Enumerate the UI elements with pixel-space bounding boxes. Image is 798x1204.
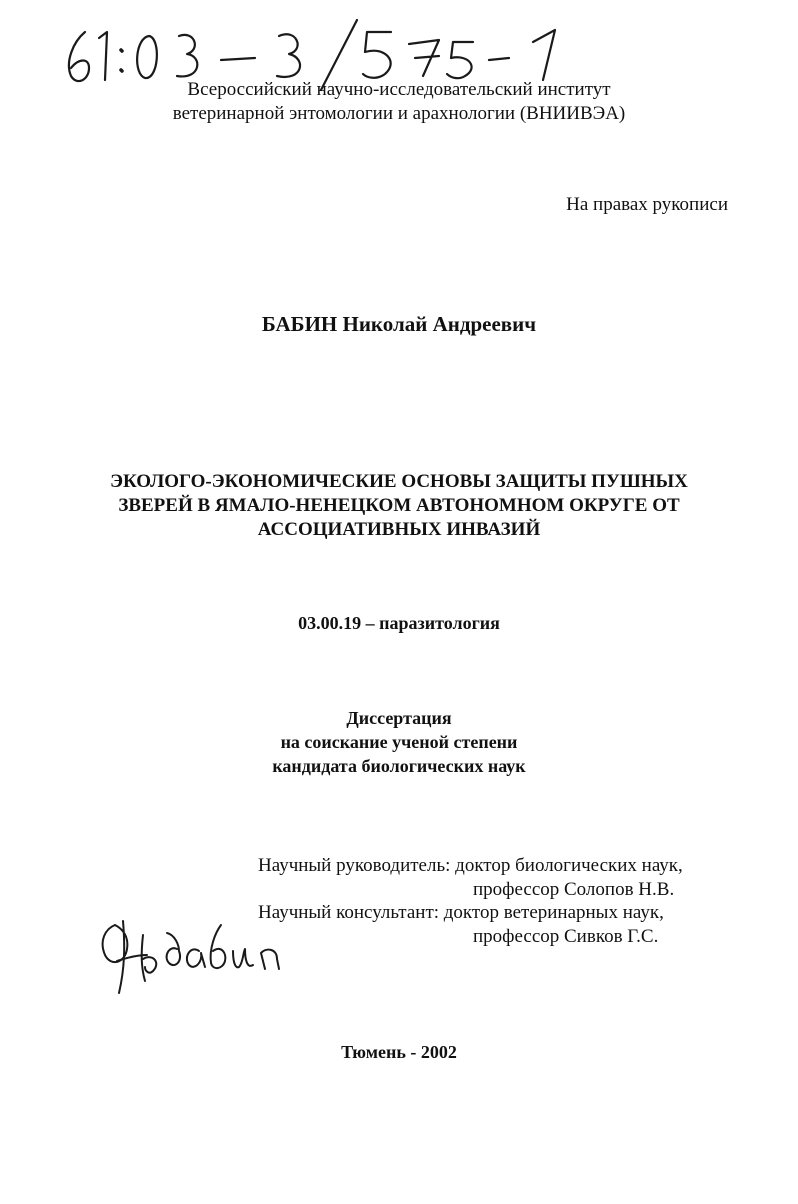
degree-block [0, 706, 798, 778]
handwritten-signature [95, 905, 295, 1000]
degree-line3: кандидата биологических наук [272, 756, 526, 776]
degree-line2: на соискание ученой степени [280, 732, 518, 752]
specialty: 03.00.19 – паразитология [298, 613, 500, 633]
thesis-title-line3: АССОЦИАТИВНЫХ ИНВАЗИЙ [257, 519, 541, 540]
supervisor-label: Научный руководитель: доктор биологических наук, [258, 855, 683, 876]
supervisor-name: профессор Солопов Н.В. [473, 879, 675, 900]
thesis-title [0, 470, 798, 542]
thesis-title-line1: ЭКОЛОГО-ЭКОНОМИЧЕСКИЕ ОСНОВЫ ЗАЩИТЫ ПУШНЫХ [110, 471, 688, 492]
rights-note: На правах рукописи [566, 194, 728, 215]
institute-name-line1: Всероссийский научно-исследовательский институт [187, 79, 611, 100]
city-year: Тюмень - 2002 [341, 1042, 457, 1062]
consultant-name: профессор Сивков Г.С. [473, 926, 659, 947]
thesis-title-line2: ЗВЕРЕЙ В ЯМАЛО-НЕНЕЦКОМ АВТОНОМНОМ ОКРУГЕ ОТ [118, 495, 680, 516]
consultant-label: Научный консультант: доктор ветеринарных наук, [258, 902, 664, 923]
author-name: БАБИН Николай Андреевич [261, 312, 537, 336]
degree-line1: Диссертация [346, 708, 452, 728]
institute-name-line2: ветеринарной энтомологии и арахнологии (ВНИИВЭА) [172, 103, 626, 124]
